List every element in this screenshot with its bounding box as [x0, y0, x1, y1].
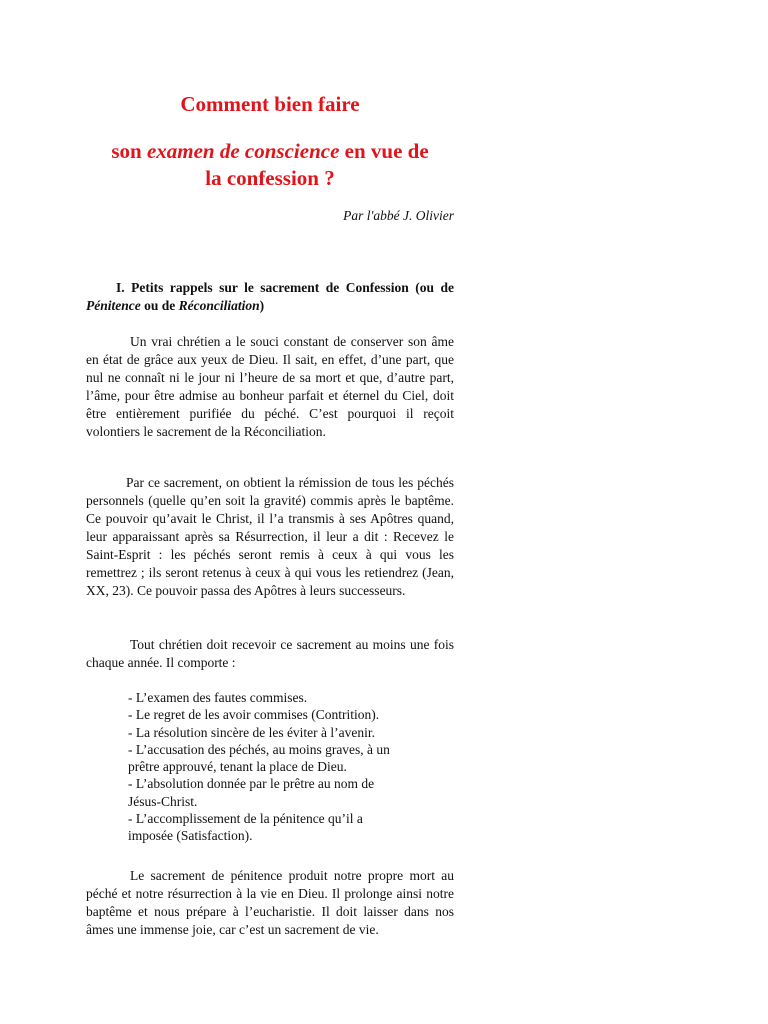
title-text-3: la confession ?: [205, 166, 335, 190]
heading-italic-1: Pénitence: [86, 298, 141, 313]
paragraph-1: Un vrai chrétien a le souci constant de conserver son âme en état de grâce aux yeux de Dieu. Il sait, en effet, d’une part, que nul ne connaît ni le jour ni l’heure de sa mort et que, d’autre part, l’âme, pour être admise au bonheur parfait et éternel du Ciel, doit être entièrement purifiée du péché. C’est pourquoi il reçoit volontiers le sacrement de la Réconciliation.: [86, 334, 454, 439]
title-text-1: Comment bien faire: [180, 92, 360, 116]
list-item: - L’examen des fautes commises.: [128, 690, 308, 705]
list-item: prêtre approuvé, tenant la place de Dieu.: [128, 759, 347, 775]
heading-part-3: ): [259, 298, 265, 313]
paragraph-2: Par ce sacrement, on obtient la rémission de tous les péchés personnels (quelle qu’en soit la gravité) commis après le baptême. Ce pouvoir qu’avait le Christ, il l’a transmis à ses Apôtres quand, leur apparaissant après sa Résurrection, il leur a dit : Recevez le Saint-Esprit : les péchés seront remis à ceux à qui vous les remettrez ; ils seront retenus à ceux à qui vous les retiendrez (Jean, XX, 23). Ce pouvoir passa des Apôtres à leurs successeurs.: [86, 475, 454, 598]
title-text-2-italic: examen de conscience: [146, 139, 340, 163]
title-line-3: [86, 165, 454, 191]
list-item: - L’accusation des péchés, au moins graves, à un: [128, 741, 390, 757]
title-line-1: [86, 91, 454, 117]
author-byline: Par l'abbé J. Olivier: [343, 208, 454, 223]
paragraph-4: Le sacrement de pénitence produit notre propre mort au péché et notre résurrection à la vie en Dieu. Il prolonge ainsi notre baptême et nous prépare à l’eucharistie. Il doit laisser dans nos âmes une immense joie, car c’est un sacrement de vie.: [86, 868, 454, 937]
title-text-2-prefix: son: [111, 139, 147, 163]
section-heading: [86, 279, 454, 315]
paragraph-3: Tout chrétien doit recevoir ce sacrement au moins une fois chaque année. Il comporte :: [86, 637, 454, 670]
list-item: imposée (Satisfaction).: [128, 828, 253, 844]
title-line-2: [86, 138, 454, 164]
list-item: Jésus-Christ.: [128, 793, 198, 809]
title-text-2-suffix: en vue de: [339, 139, 429, 163]
heading-part-2: ou de: [140, 298, 179, 313]
heading-italic-2: Réconciliation: [178, 298, 260, 313]
list-item: - L’absolution donnée par le prêtre au nom de: [128, 776, 375, 792]
list-item: - La résolution sincère de les éviter à l’avenir.: [128, 724, 376, 740]
list-item: - Le regret de les avoir commises (Contrition).: [128, 707, 380, 723]
confession-steps-list: [128, 689, 428, 845]
heading-part-1: I. Petits rappels sur le sacrement de Confession (ou de: [116, 280, 454, 295]
list-item: - L’accomplissement de la pénitence qu’il a: [128, 811, 363, 827]
